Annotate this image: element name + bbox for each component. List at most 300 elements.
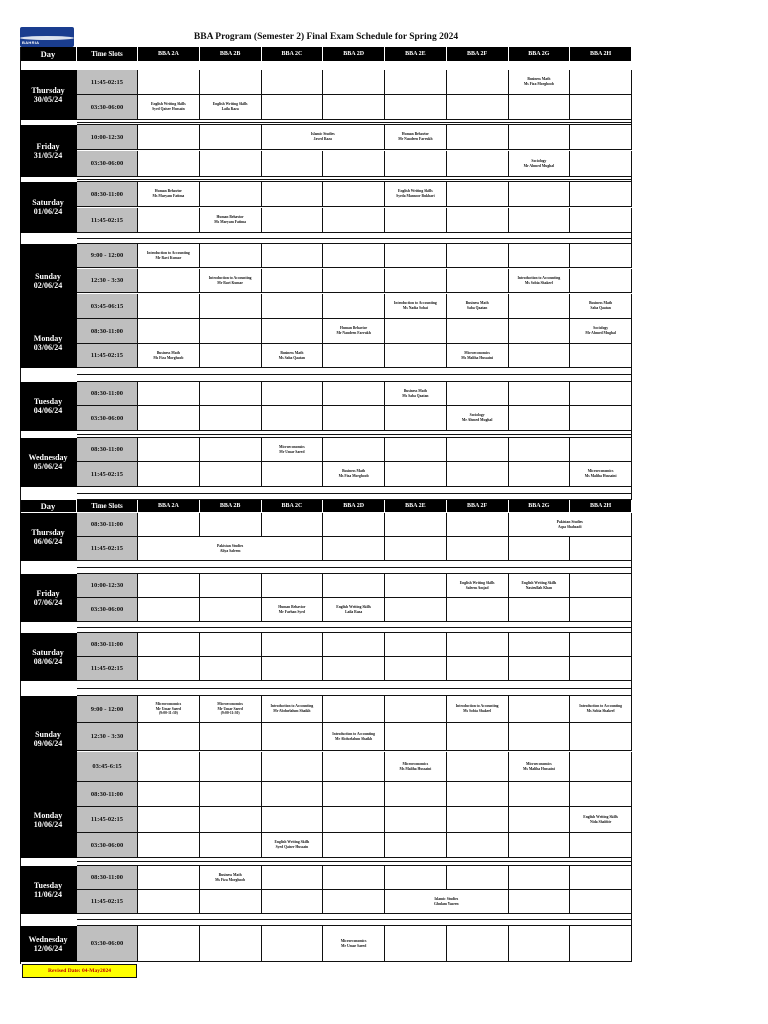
empty-slot-cell — [138, 574, 200, 598]
empty-slot-cell — [200, 382, 262, 406]
empty-slot-cell — [200, 633, 262, 657]
empty-slot-cell — [447, 382, 509, 406]
empty-slot-cell — [385, 723, 447, 751]
day-cell: Wednesday 05/06/24 — [20, 438, 77, 487]
empty-slot-cell — [138, 890, 200, 914]
time-slot-cell: 03:30-06:00 — [77, 151, 138, 177]
time-slot-cell: 03:30-06:00 — [77, 598, 138, 622]
empty-slot-cell — [570, 125, 632, 150]
empty-slot-cell — [385, 657, 447, 681]
empty-slot-cell — [509, 462, 571, 487]
exam-entry-cell[interactable]: Islamic Studies Ghulam Yaseen — [385, 890, 509, 914]
empty-slot-cell — [570, 269, 632, 293]
empty-slot-cell — [138, 782, 200, 807]
header-section-bba-2a: BBA 2A — [138, 500, 200, 513]
empty-slot-cell — [200, 598, 262, 622]
time-slot-cell: 08:30-11:00 — [77, 782, 138, 807]
empty-slot-cell — [509, 95, 571, 120]
empty-slot-cell — [323, 406, 385, 431]
day-cell: Friday 07/06/24 — [20, 574, 77, 622]
day-cell: Tuesday 04/06/24 — [20, 382, 77, 431]
separator-row — [77, 180, 632, 183]
day-cell: Thursday 06/06/24 — [20, 513, 77, 561]
empty-slot-cell — [138, 125, 200, 150]
empty-slot-cell — [262, 319, 324, 344]
time-slot-cell: 11:45-02:15 — [77, 537, 138, 561]
exam-entry-cell[interactable]: Business Math Ms Saba Qaatan — [385, 382, 447, 406]
empty-slot-cell — [570, 95, 632, 120]
exam-entry-cell[interactable]: Human Behavior Ms Maryam Fatima — [200, 208, 262, 233]
day-cell: Wednesday 12/06/24 — [20, 926, 77, 962]
exam-entry-cell[interactable]: Introduction to Accounting Ms Nadia Sohai — [385, 294, 447, 319]
empty-slot-cell — [570, 866, 632, 890]
empty-slot-cell — [262, 294, 324, 319]
empty-slot-cell — [385, 244, 447, 268]
exam-entry-cell[interactable]: Introduction to Accounting Ms Sobia Shakeel — [509, 269, 571, 293]
separator-row — [77, 494, 632, 501]
empty-slot-cell — [323, 208, 385, 233]
empty-slot-cell — [385, 438, 447, 462]
separator-row — [77, 689, 632, 697]
time-slot-cell: 11:45-02:15 — [77, 462, 138, 487]
empty-slot-cell — [323, 438, 385, 462]
exam-entry-cell[interactable]: Introduction to Accounting Ms Sobia Shakeel — [447, 696, 509, 723]
empty-slot-cell — [447, 95, 509, 120]
empty-slot-cell — [570, 574, 632, 598]
page-title: BBA Program (Semester 2) Final Exam Schedule for Spring 2024 — [193, 32, 459, 42]
time-slot-cell: 03:45-6:15 — [77, 752, 138, 782]
empty-slot-cell — [509, 244, 571, 268]
empty-slot-cell — [385, 807, 447, 833]
empty-slot-cell — [323, 807, 385, 833]
exam-entry-cell[interactable]: Business Math Saba Qaatan — [570, 294, 632, 319]
empty-slot-cell — [447, 244, 509, 268]
header-time-slots-cell: Time Slots — [77, 47, 138, 62]
empty-slot-cell — [323, 244, 385, 268]
empty-slot-cell — [262, 182, 324, 207]
empty-slot-cell — [323, 833, 385, 858]
time-slot-cell: 08:30-11:00 — [77, 866, 138, 890]
empty-slot-cell — [509, 438, 571, 462]
exam-entry-cell[interactable]: Business Math Ms Saba Qaatan — [262, 344, 324, 368]
empty-slot-cell — [323, 782, 385, 807]
exam-entry-cell[interactable]: Microeconomics Mr Umar Saeed — [323, 926, 385, 962]
empty-slot-cell — [385, 598, 447, 622]
empty-slot-cell — [509, 833, 571, 858]
time-slot-cell: 08:30-11:00 — [77, 633, 138, 657]
empty-slot-cell — [385, 696, 447, 723]
day-cell: Monday 10/06/24 — [20, 782, 77, 858]
header-time-slots-cell: Time Slots — [77, 500, 138, 513]
header-section-bba-2g: BBA 2G — [509, 500, 571, 513]
empty-slot-cell — [262, 513, 324, 537]
empty-slot-cell — [570, 344, 632, 368]
empty-slot-cell — [262, 866, 324, 890]
time-slot-cell: 12:30 - 3:30 — [77, 269, 138, 293]
empty-slot-cell — [200, 294, 262, 319]
empty-slot-cell — [570, 537, 632, 561]
empty-slot-cell — [570, 657, 632, 681]
exam-entry-cell[interactable]: Microeconomics Mr Umar Saeed (9:00-11:30) — [138, 696, 200, 723]
header-day-cell: Day — [20, 500, 77, 513]
exam-entry-cell[interactable]: Sociology Mr Ahmed Mughal — [447, 406, 509, 431]
empty-slot-cell — [262, 807, 324, 833]
day-cell: Thursday 30/05/24 — [20, 70, 77, 120]
empty-slot-cell — [447, 752, 509, 782]
empty-slot-cell — [570, 890, 632, 914]
time-slot-cell: 08:30-11:00 — [77, 182, 138, 207]
empty-slot-cell — [323, 382, 385, 406]
time-slot-cell: 11:45-02:15 — [77, 208, 138, 233]
exam-entry-cell[interactable]: Sociology Mr Ahmed Mughal — [570, 319, 632, 344]
empty-slot-cell — [262, 890, 324, 914]
empty-slot-cell — [447, 866, 509, 890]
empty-slot-cell — [200, 807, 262, 833]
header-section-bba-2h: BBA 2H — [570, 47, 632, 62]
empty-slot-cell — [447, 438, 509, 462]
empty-slot-cell — [138, 406, 200, 431]
empty-slot-cell — [323, 513, 385, 537]
empty-slot-cell — [570, 833, 632, 858]
exam-entry-cell[interactable]: English Writing Skills Nasirullah Khan — [509, 574, 571, 598]
empty-slot-cell — [570, 598, 632, 622]
exam-entry-cell[interactable]: Business Math Ms Fiza Morghoob — [509, 70, 571, 95]
empty-slot-cell — [447, 537, 509, 561]
empty-slot-cell — [385, 319, 447, 344]
empty-slot-cell — [509, 406, 571, 431]
empty-slot-cell — [509, 382, 571, 406]
empty-slot-cell — [262, 633, 324, 657]
empty-slot-cell — [323, 752, 385, 782]
empty-slot-cell — [570, 70, 632, 95]
empty-slot-cell — [138, 598, 200, 622]
empty-slot-cell — [570, 782, 632, 807]
separator-row — [77, 368, 632, 375]
exam-entry-cell[interactable]: Human Behavior Mr Naudeen Farrukh — [323, 319, 385, 344]
empty-slot-cell — [262, 208, 324, 233]
empty-slot-cell — [200, 782, 262, 807]
exam-entry-cell[interactable]: Human Behavior Mr Naudeen Farrukh — [385, 125, 447, 150]
separator-row — [77, 862, 632, 866]
empty-slot-cell — [570, 633, 632, 657]
empty-slot-cell — [570, 926, 632, 962]
header-section-bba-2e: BBA 2E — [385, 500, 447, 513]
empty-slot-cell — [262, 244, 324, 268]
empty-slot-cell — [385, 833, 447, 858]
empty-slot-cell — [200, 244, 262, 268]
day-cell: Sunday 02/06/24 — [20, 244, 77, 319]
empty-slot-cell — [447, 833, 509, 858]
time-slot-cell: 08:30-11:00 — [77, 513, 138, 537]
empty-slot-cell — [200, 438, 262, 462]
time-slot-cell: 08:30-11:00 — [77, 438, 138, 462]
empty-slot-cell — [509, 723, 571, 751]
empty-slot-cell — [323, 294, 385, 319]
empty-slot-cell — [262, 574, 324, 598]
empty-slot-cell — [262, 406, 324, 431]
exam-entry-cell[interactable]: Business Math Saba Qaatan — [447, 294, 509, 319]
empty-slot-cell — [262, 151, 324, 177]
empty-slot-cell — [385, 926, 447, 962]
empty-slot-cell — [200, 319, 262, 344]
exam-entry-cell[interactable]: Islamic Studies Javed Raza — [262, 125, 386, 150]
time-slot-cell: 9:00 - 12:00 — [77, 696, 138, 723]
time-slot-cell: 10:00-12:30 — [77, 574, 138, 598]
empty-slot-cell — [200, 513, 262, 537]
header-section-bba-2h: BBA 2H — [570, 500, 632, 513]
time-slot-cell: 03:30-06:00 — [77, 95, 138, 120]
exam-entry-cell[interactable]: English Writing Skills Nida Shabbir — [570, 807, 632, 833]
empty-slot-cell — [447, 657, 509, 681]
exam-entry-cell[interactable]: Pakistan Studies Aliya Saleem — [138, 537, 323, 561]
empty-slot-cell — [509, 807, 571, 833]
header-section-bba-2f: BBA 2F — [447, 47, 509, 62]
exam-entry-cell[interactable]: Business Math Ms Fiza Morghoob — [138, 344, 200, 368]
exam-entry-cell[interactable]: Microeconomics Ms Maliha Hussaini — [385, 752, 447, 782]
exam-entry-cell[interactable]: English Writing Skills Saleem Amjad — [447, 574, 509, 598]
empty-slot-cell — [385, 344, 447, 368]
time-slot-cell: 03:30-06:00 — [77, 833, 138, 858]
separator-row — [77, 435, 632, 439]
empty-slot-cell — [138, 294, 200, 319]
empty-slot-cell — [447, 926, 509, 962]
header-section-bba-2b: BBA 2B — [200, 500, 262, 513]
empty-slot-cell — [200, 462, 262, 487]
time-slot-cell: 11:45-02:15 — [77, 70, 138, 95]
empty-slot-cell — [262, 70, 324, 95]
time-slot-cell: 08:30-11:00 — [77, 382, 138, 406]
empty-slot-cell — [262, 782, 324, 807]
empty-slot-cell — [447, 782, 509, 807]
empty-slot-cell — [262, 926, 324, 962]
exam-entry-cell[interactable]: Introduction to Accounting Mr Ravi Kumar — [138, 244, 200, 268]
empty-slot-cell — [200, 752, 262, 782]
day-cell: Sunday 09/06/24 — [20, 696, 77, 782]
empty-slot-cell — [138, 926, 200, 962]
empty-slot-cell — [262, 95, 324, 120]
exam-entry-cell[interactable]: Introduction to Accounting Mr Ravi Kumar — [200, 269, 262, 293]
exam-entry-cell[interactable]: Business Math Ms Fiza Morghoob — [200, 866, 262, 890]
empty-slot-cell — [138, 151, 200, 177]
exam-entry-cell[interactable]: English Writing Skills Syed Qaiser Hussain — [262, 833, 324, 858]
empty-slot-cell — [570, 208, 632, 233]
empty-slot-cell — [262, 657, 324, 681]
exam-entry-cell[interactable]: Business Math Ms Fiza Morghoob — [323, 462, 385, 487]
exam-entry-cell[interactable]: Microeconomics Ms Maliha Hussaini — [570, 462, 632, 487]
empty-slot-cell — [323, 633, 385, 657]
day-cell: Tuesday 11/06/24 — [20, 866, 77, 914]
empty-slot-cell — [138, 513, 200, 537]
exam-entry-cell[interactable]: English Writing Skills Laila Raza — [323, 598, 385, 622]
empty-slot-cell — [323, 269, 385, 293]
empty-slot-cell — [323, 95, 385, 120]
empty-slot-cell — [570, 723, 632, 751]
time-slot-cell: 10:00-12:30 — [77, 125, 138, 150]
time-slot-cell: 11:45-02:15 — [77, 657, 138, 681]
empty-slot-cell — [447, 70, 509, 95]
time-slot-cell: 11:45-02:15 — [77, 344, 138, 368]
separator-row — [77, 123, 632, 126]
time-slot-cell: 11:45-02:15 — [77, 890, 138, 914]
empty-slot-cell — [447, 151, 509, 177]
time-slot-cell: 11:45-02:15 — [77, 807, 138, 833]
time-slot-cell: 08:30-11:00 — [77, 319, 138, 344]
empty-slot-cell — [385, 537, 447, 561]
exam-entry-cell[interactable]: Microeconomics Mr Umar Saeed (9:00-11:30) — [200, 696, 262, 723]
empty-slot-cell — [509, 890, 571, 914]
empty-slot-cell — [509, 782, 571, 807]
empty-slot-cell — [385, 208, 447, 233]
header-section-bba-2d: BBA 2D — [323, 47, 385, 62]
header-section-bba-2a: BBA 2A — [138, 47, 200, 62]
header-section-bba-2b: BBA 2B — [200, 47, 262, 62]
empty-slot-cell — [138, 866, 200, 890]
empty-slot-cell — [447, 513, 509, 537]
exam-entry-cell[interactable]: Human Behavior Mr Farhan Syed — [262, 598, 324, 622]
exam-entry-cell[interactable]: Introduction to Accounting Mr Abdurlalum Shaikh — [262, 696, 324, 723]
empty-slot-cell — [138, 208, 200, 233]
empty-slot-cell — [200, 890, 262, 914]
empty-slot-cell — [323, 890, 385, 914]
empty-slot-cell — [447, 598, 509, 622]
day-cell: Monday 03/06/24 — [20, 319, 77, 368]
empty-slot-cell — [447, 269, 509, 293]
separator-row — [77, 920, 632, 926]
empty-slot-cell — [447, 723, 509, 751]
empty-slot-cell — [323, 537, 385, 561]
empty-slot-cell — [385, 866, 447, 890]
empty-slot-cell — [200, 926, 262, 962]
exam-entry-cell[interactable]: Human Behavior Ms Maryam Fatima — [138, 182, 200, 207]
empty-slot-cell — [570, 151, 632, 177]
day-cell: Friday 31/05/24 — [20, 125, 77, 177]
time-slot-cell: 9:00 - 12:00 — [77, 244, 138, 268]
empty-slot-cell — [138, 382, 200, 406]
empty-slot-cell — [200, 406, 262, 431]
header-section-bba-2e: BBA 2E — [385, 47, 447, 62]
separator-row — [77, 628, 632, 634]
header-section-bba-2d: BBA 2D — [323, 500, 385, 513]
empty-slot-cell — [262, 269, 324, 293]
empty-slot-cell — [323, 151, 385, 177]
empty-slot-cell — [385, 406, 447, 431]
empty-slot-cell — [138, 833, 200, 858]
empty-slot-cell — [138, 657, 200, 681]
empty-slot-cell — [385, 151, 447, 177]
empty-slot-cell — [138, 269, 200, 293]
empty-slot-cell — [385, 70, 447, 95]
empty-slot-cell — [262, 752, 324, 782]
empty-slot-cell — [385, 633, 447, 657]
empty-slot-cell — [447, 807, 509, 833]
empty-slot-cell — [138, 70, 200, 95]
exam-entry-cell[interactable]: Microeconomics Ms Maliha Hussaini — [447, 344, 509, 368]
time-slot-cell: 12:30 - 3:30 — [77, 723, 138, 751]
exam-entry-cell[interactable]: English Writing Skills Laila Raza — [200, 95, 262, 120]
header-section-bba-2f: BBA 2F — [447, 500, 509, 513]
empty-slot-cell — [570, 244, 632, 268]
empty-slot-cell — [200, 574, 262, 598]
empty-slot-cell — [570, 438, 632, 462]
empty-slot-cell — [138, 438, 200, 462]
exam-entry-cell[interactable]: Introduction to Accounting Mr Abdurlalum Shaikh — [323, 723, 385, 751]
empty-slot-cell — [509, 344, 571, 368]
empty-slot-cell — [447, 633, 509, 657]
header-section-bba-2g: BBA 2G — [509, 47, 571, 62]
exam-entry-cell[interactable]: Introduction to Accounting Ms Sobia Shakeel — [570, 696, 632, 723]
separator-row — [77, 681, 632, 689]
empty-slot-cell — [447, 208, 509, 233]
empty-slot-cell — [509, 125, 571, 150]
time-slot-cell: 03:30-06:00 — [77, 406, 138, 431]
empty-slot-cell — [570, 752, 632, 782]
empty-slot-cell — [570, 406, 632, 431]
empty-slot-cell — [138, 723, 200, 751]
day-cell: Saturday 01/06/24 — [20, 182, 77, 233]
empty-slot-cell — [323, 70, 385, 95]
header-day-cell: Day — [20, 47, 77, 62]
exam-entry-cell[interactable]: Pakistan Studies Aqsa Shahzadi — [509, 513, 633, 537]
time-slot-cell: 03:30-06:00 — [77, 926, 138, 962]
empty-slot-cell — [323, 344, 385, 368]
empty-slot-cell — [385, 782, 447, 807]
empty-slot-cell — [509, 598, 571, 622]
exam-entry-cell[interactable]: Sociology Mr Ahmed Mughal — [509, 151, 571, 177]
empty-slot-cell — [509, 319, 571, 344]
empty-slot-cell — [138, 633, 200, 657]
empty-slot-cell — [200, 344, 262, 368]
exam-entry-cell[interactable]: Microeconomics Mr Umar Saeed — [262, 438, 324, 462]
empty-slot-cell — [509, 633, 571, 657]
empty-slot-cell — [138, 752, 200, 782]
exam-entry-cell[interactable]: English Writing Skills Syed Qaiser Hussain — [138, 95, 200, 120]
empty-slot-cell — [509, 182, 571, 207]
empty-slot-cell — [385, 95, 447, 120]
empty-slot-cell — [323, 574, 385, 598]
empty-slot-cell — [509, 866, 571, 890]
empty-slot-cell — [138, 807, 200, 833]
empty-slot-cell — [509, 657, 571, 681]
empty-slot-cell — [447, 182, 509, 207]
empty-slot-cell — [509, 208, 571, 233]
time-slot-cell: 03:45-06:15 — [77, 294, 138, 319]
empty-slot-cell — [200, 723, 262, 751]
empty-slot-cell — [385, 462, 447, 487]
empty-slot-cell — [200, 125, 262, 150]
empty-slot-cell — [200, 833, 262, 858]
day-cell: Saturday 08/06/24 — [20, 633, 77, 681]
header-section-bba-2c: BBA 2C — [262, 47, 324, 62]
logo-text: BAHRIA — [22, 40, 40, 45]
separator-row — [77, 239, 632, 245]
empty-slot-cell — [262, 723, 324, 751]
empty-slot-cell — [323, 866, 385, 890]
empty-slot-cell — [385, 269, 447, 293]
empty-slot-cell — [323, 182, 385, 207]
revised-date-badge: Revised Date: 04-May2024 — [22, 964, 137, 978]
empty-slot-cell — [323, 657, 385, 681]
empty-slot-cell — [509, 926, 571, 962]
empty-slot-cell — [509, 696, 571, 723]
empty-slot-cell — [447, 125, 509, 150]
exam-entry-cell[interactable]: English Writing Skills Syeda Mansoor Bukhari — [385, 182, 447, 207]
empty-slot-cell — [385, 574, 447, 598]
empty-slot-cell — [200, 70, 262, 95]
empty-slot-cell — [509, 294, 571, 319]
empty-slot-cell — [262, 382, 324, 406]
exam-entry-cell[interactable]: Microeconomics Ms Maliha Hussaini — [509, 752, 571, 782]
separator-row — [77, 568, 632, 575]
